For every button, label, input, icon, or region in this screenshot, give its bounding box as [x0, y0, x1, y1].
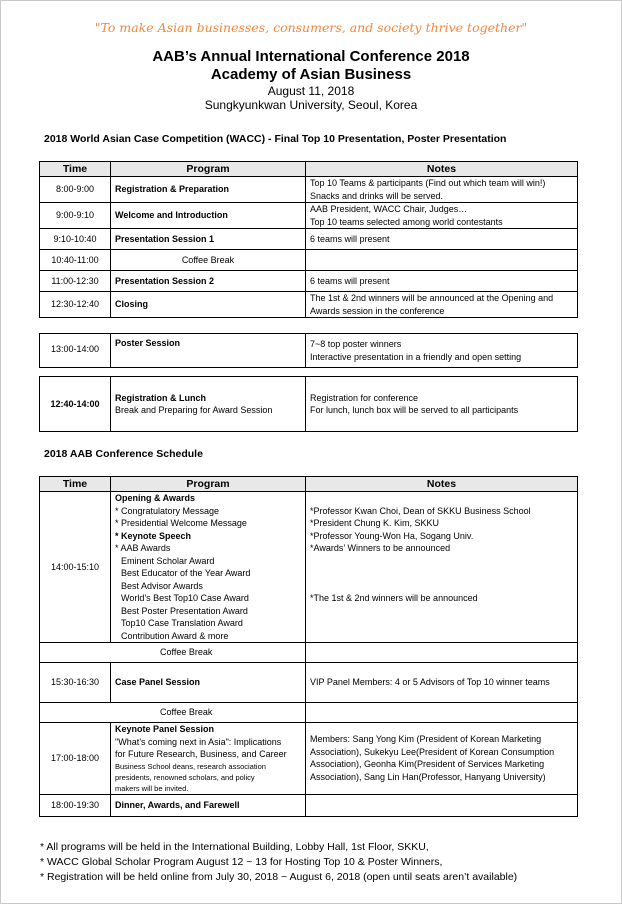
- footnotes: [40, 840, 517, 885]
- header-time: Time: [40, 477, 111, 492]
- row-time: 12:30-12:40: [40, 292, 111, 318]
- row-notes: 6 teams will present: [306, 271, 578, 292]
- tagline: "To make Asian businesses, consumers, and society thrive together": [94, 20, 528, 35]
- table-header-row: [40, 162, 578, 177]
- row-time: 17:00-18:00: [40, 723, 111, 795]
- table-row: [40, 492, 578, 643]
- row-time: 9:00-9:10: [40, 203, 111, 229]
- table-row: [40, 703, 578, 723]
- coffee-break: Coffee Break: [40, 703, 306, 723]
- conference-title: AAB’s Annual International Conference 2018: [152, 48, 470, 65]
- row-notes: The 1st & 2nd winners will be announced at the Opening and Awards session in the conference: [306, 292, 578, 318]
- aab-section-title: 2018 AAB Conference Schedule: [44, 448, 203, 460]
- table-row: [40, 663, 578, 703]
- table-row: [40, 794, 578, 816]
- wacc-table: [39, 161, 578, 318]
- row-notes: 7~8 top poster winners Interactive presentation in a friendly and open setting: [306, 334, 578, 368]
- row-program: Opening & Awards * Congratulatory Message * Presidential Welcome Message * Keynote Speech * AAB Awards Eminent Scholar Award Best Educator of the Year Award Best Advisor Awards World’s Best Top10 Case Award Best Poster Presentation Award Top10 Case Translation Award Contribution Award & more: [111, 492, 306, 643]
- table-header-row: [40, 477, 578, 492]
- row-time: 9:10-10:40: [40, 229, 111, 250]
- row-notes: 6 teams will present: [306, 229, 578, 250]
- header-program: Program: [111, 162, 306, 177]
- row-time: 15:30-16:30: [40, 663, 111, 703]
- row-notes: Registration for conference For lunch, lunch box will be served to all participants: [306, 377, 578, 432]
- poster-table: [39, 333, 578, 368]
- conference-venue: Sungkyunkwan University, Seoul, Korea: [204, 98, 418, 112]
- row-time: 10:40-11:00: [40, 250, 111, 271]
- row-program: Presentation Session 2: [111, 271, 306, 292]
- organization-title: Academy of Asian Business: [210, 66, 412, 83]
- row-program: Poster Session: [111, 334, 306, 368]
- row-program: Coffee Break: [111, 250, 306, 271]
- row-program: Welcome and Introduction: [111, 203, 306, 229]
- row-time: 14:00-15:10: [40, 492, 111, 643]
- row-time: 8:00-9:00: [40, 177, 111, 203]
- table-row: [40, 292, 578, 318]
- row-time: 13:00-14:00: [40, 334, 111, 368]
- aab-table: [39, 476, 578, 817]
- table-row: [40, 177, 578, 203]
- row-program: Presentation Session 1: [111, 229, 306, 250]
- row-notes: VIP Panel Members: 4 or 5 Advisors of Top 10 winner teams: [306, 663, 578, 703]
- row-time: 18:00-19:30: [40, 794, 111, 816]
- table-row: [40, 334, 578, 368]
- table-row: [40, 271, 578, 292]
- footnote: * Registration will be held online from July 30, 2018 ~ August 6, 2018 (open until seats aren’t available): [40, 871, 518, 883]
- row-notes: Members: Sang Yong Kim (President of Korean Marketing Association), Sukekyu Lee(President of Korean Consumption Association), Geonha Kim(President of Services Marketing Association), Sang Lin Han(Professor, Hanyang University): [306, 723, 578, 795]
- coffee-break: Coffee Break: [40, 643, 306, 663]
- footnote: * All programs will be held in the International Building, Lobby Hall, 1st Floor, SKKU,: [40, 841, 429, 853]
- row-notes: AAB President, WACC Chair, Judges… Top 10 teams selected among world contestants: [306, 203, 578, 229]
- row-notes: Top 10 Teams & participants (Find out which team will win!) Snacks and drinks will be served.: [306, 177, 578, 203]
- table-row: [40, 377, 578, 432]
- row-program: Keynote Panel Session "What’s coming next in Asia": Implications for Future Research, Business, and Career Business School deans, research association presidents, renowned scholars, and policy makers will be invited.: [111, 723, 306, 795]
- row-time: 11:00-12:30: [40, 271, 111, 292]
- table-row: [40, 723, 578, 795]
- row-program: Registration & Lunch Break and Preparing for Award Session: [111, 377, 306, 432]
- lunch-table: [39, 376, 578, 432]
- row-program: Case Panel Session: [111, 663, 306, 703]
- table-row: [40, 203, 578, 229]
- row-program: Registration & Preparation: [111, 177, 306, 203]
- conference-date: August 11, 2018: [267, 84, 355, 98]
- row-program: Closing: [111, 292, 306, 318]
- wacc-section-title: 2018 World Asian Case Competition (WACC) - Final Top 10 Presentation, Poster Presentation: [44, 133, 507, 145]
- header-notes: Notes: [306, 162, 578, 177]
- table-row: [40, 643, 578, 663]
- table-row: [40, 250, 578, 271]
- row-notes: *Professor Kwan Choi, Dean of SKKU Business School *President Chung K. Kim, SKKU *Professor Young-Won Ha, Sogang Univ. *Awards’ Winners to be announced *The 1st & 2nd winners will be announced: [306, 492, 578, 643]
- row-time: 12:40-14:00: [40, 377, 111, 432]
- header-notes: Notes: [306, 477, 578, 492]
- header-time: Time: [40, 162, 111, 177]
- row-program: Dinner, Awards, and Farewell: [111, 794, 306, 816]
- row-notes: [306, 250, 578, 271]
- table-row: [40, 229, 578, 250]
- header-program: Program: [111, 477, 306, 492]
- footnote: * WACC Global Scholar Program August 12 ~ 13 for Hosting Top 10 & Poster Winners,: [40, 856, 443, 868]
